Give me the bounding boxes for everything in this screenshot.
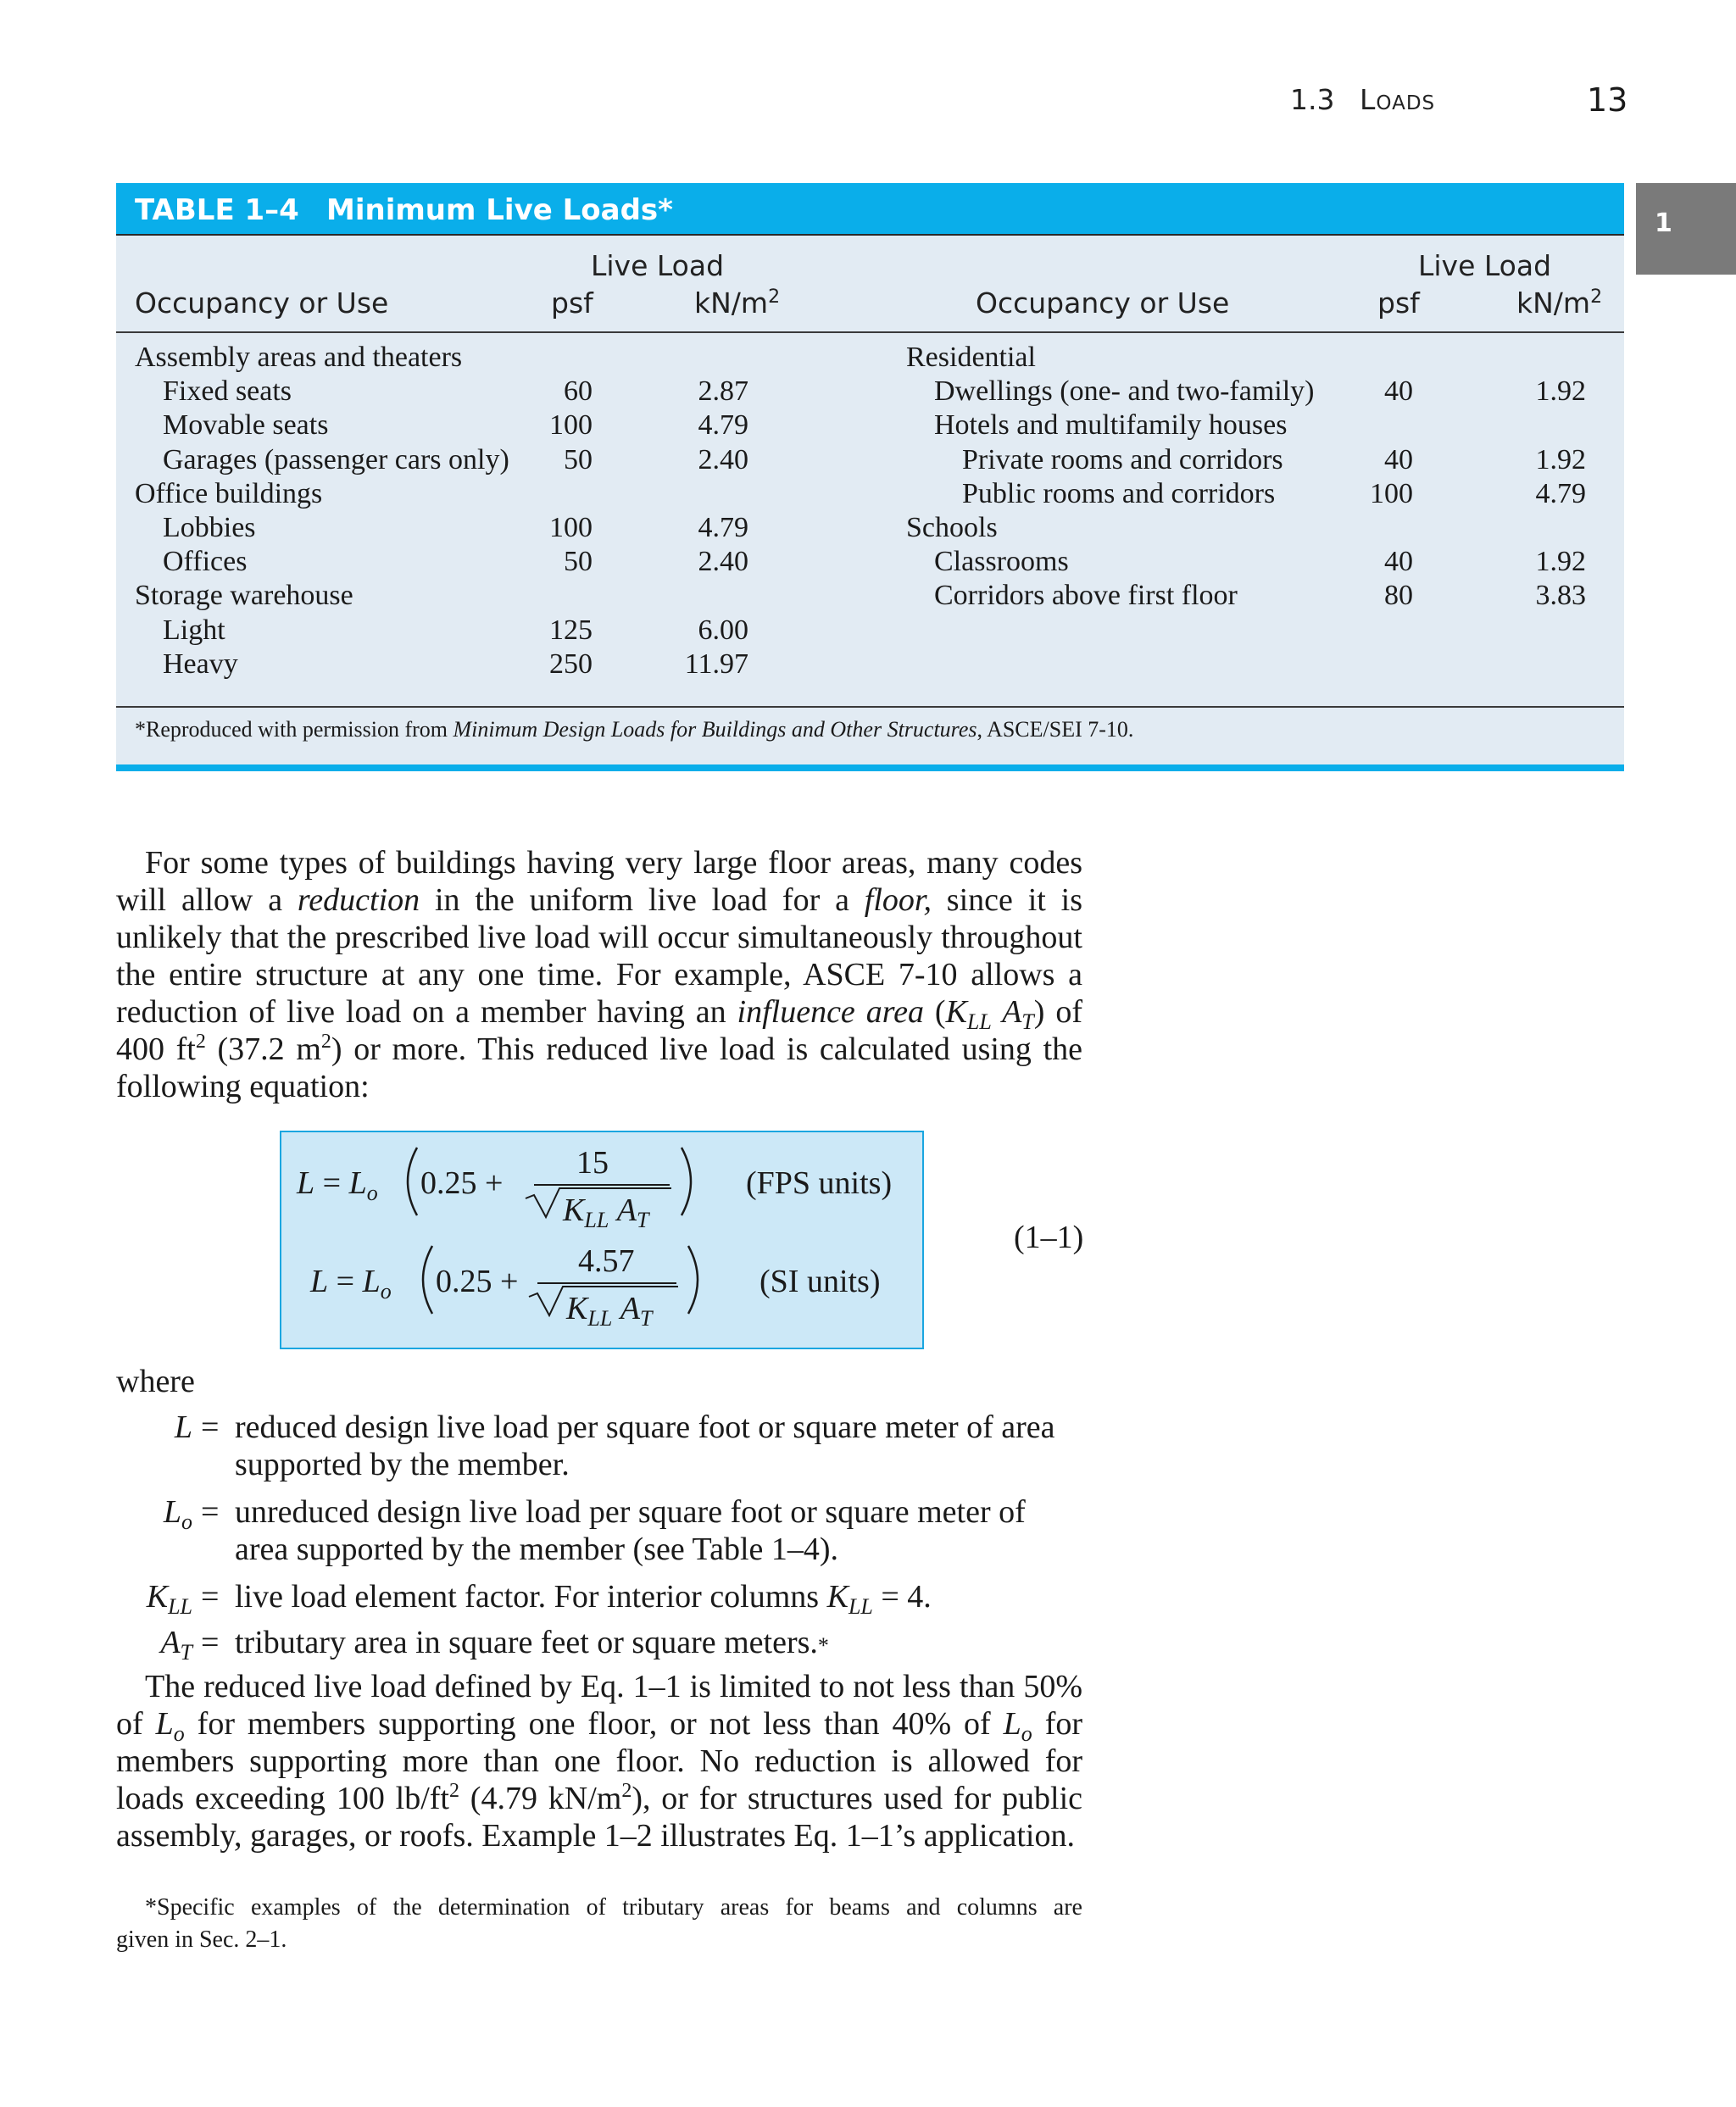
- table-row: [906, 477, 1586, 511]
- row-kn: 4.79: [698, 409, 748, 442]
- chapter-tab-number: 1: [1655, 208, 1672, 238]
- live-loads-table: [116, 183, 1624, 771]
- table-row: [135, 648, 748, 681]
- row-psf: 40: [1384, 546, 1413, 578]
- row-label: Lobbies: [163, 512, 256, 543]
- definition-L: L = reduced design live load per square foot or square meter of area supported by the member.: [116, 1409, 1082, 1483]
- row-label: Dwellings (one- and two-family): [934, 375, 1315, 408]
- table-title: Minimum Live Loads*: [326, 193, 673, 227]
- row-kn: 4.79: [698, 512, 748, 543]
- text-line: The reduced live load defined by Eq. 1–1 is limited to not less than 50%: [145, 1669, 1082, 1704]
- row-label: Assembly areas and theaters: [135, 342, 463, 373]
- table-bottom-bar: [116, 764, 1624, 771]
- table-row: [906, 545, 1586, 579]
- table-title-bar: [116, 183, 1624, 236]
- row-label: Classrooms: [934, 546, 1069, 578]
- row-kn: 1.92: [1535, 546, 1586, 578]
- footnote: [116, 1892, 1082, 1956]
- row-label: Garages (passenger cars only): [163, 443, 509, 475]
- row-kn: 6.00: [698, 614, 748, 646]
- eq-si-numerator: 4.57: [578, 1243, 635, 1279]
- symbol-KLL: $K_{LL}$: [146, 1579, 192, 1619]
- row-label: Residential: [906, 342, 1036, 373]
- definition-Lo: $L_o$ = unreduced design live load per square foot or square meter of area supported by the member (see Table 1–4).: [116, 1493, 1082, 1568]
- table-row: [135, 511, 748, 545]
- row-kn: 2.40: [698, 546, 748, 578]
- row-psf: 40: [1384, 443, 1413, 475]
- row-label: Corridors above first floor: [934, 580, 1238, 612]
- section-number: 1.3: [1290, 83, 1335, 116]
- footnote-line: *Specific examples of the determination of tributary areas for beams and columns are: [145, 1894, 1082, 1921]
- table-footer-rule: [116, 706, 1624, 708]
- row-psf: 100: [549, 512, 593, 543]
- eq-si-denominator: $K_{LL}$ $A_T$: [566, 1291, 653, 1331]
- kn-heading-right: $kN/m^2$: [1516, 286, 1603, 320]
- table-number: TABLE 1–4: [135, 193, 299, 227]
- row-psf: 80: [1384, 580, 1413, 612]
- kn-heading-left: $kN/m^2$: [694, 286, 781, 320]
- table-note: *Reproduced with permission from Minimum Design Loads for Buildings and Other Structures, ASCE/SEI 7-10.: [135, 717, 1134, 742]
- table-row: [906, 409, 1586, 442]
- live-load-heading-left: Live Load: [591, 249, 725, 282]
- eq-fps-lhs: $L = L_o$: [297, 1165, 378, 1205]
- definition-AT: $A_T$ = tributary area in square feet or square meters.*: [116, 1624, 1082, 1661]
- eq-si-constant: 0.25 +: [436, 1264, 519, 1299]
- row-label: Schools: [906, 512, 998, 543]
- occupancy-heading-left: Occupancy or Use: [135, 286, 389, 320]
- live-load-heading-right: Live Load: [1418, 249, 1552, 282]
- row-psf: 125: [549, 614, 593, 646]
- psf-heading-right: psf: [1377, 286, 1420, 320]
- eq-si-units: (SI units): [760, 1264, 881, 1299]
- footnote-line: given in Sec. 2–1.: [116, 1926, 287, 1953]
- text-line: members supporting more than one floor. No reduction is allowed for: [116, 1743, 1082, 1779]
- table-row: [135, 614, 748, 648]
- symbol-L: L: [174, 1409, 192, 1445]
- equation-number: (1–1): [1014, 1220, 1084, 1255]
- paragraph-live-load-reduction: [116, 844, 1082, 1105]
- row-label: Offices: [163, 546, 248, 578]
- right-paren-si: [688, 1246, 698, 1314]
- occupancy-heading-right: Occupancy or Use: [976, 286, 1230, 320]
- table-row: [906, 443, 1586, 477]
- text-line: loads exceeding 100 $lb/ft^2$ (4.79 $kN/m^2$), or for structures used for public: [116, 1780, 1083, 1816]
- table-row: [135, 477, 748, 511]
- table-row: [135, 409, 748, 442]
- text-line: assembly, garages, or roofs. Example 1–2 illustrates Eq. 1–1’s application.: [116, 1818, 1075, 1854]
- eq-fps-constant: 0.25 +: [420, 1165, 504, 1201]
- eq-fps-numerator: 15: [576, 1145, 609, 1181]
- symbol-AT: $A_T$: [160, 1625, 192, 1665]
- row-psf: 40: [1384, 375, 1413, 408]
- eq-si-lhs: $L = L_o$: [310, 1264, 392, 1304]
- text-line: will allow a reduction in the uniform live load for a floor, since it is: [116, 882, 1082, 918]
- row-kn: 1.92: [1535, 375, 1586, 408]
- row-kn: 4.79: [1535, 477, 1586, 509]
- text-line: unlikely that the prescribed live load will occur simultaneously throughout: [116, 920, 1082, 955]
- symbol-Lo: $L_o$: [163, 1494, 192, 1534]
- right-paren-fps: [682, 1148, 691, 1215]
- row-label: Heavy: [163, 648, 238, 680]
- table-header-rule: [116, 331, 1624, 333]
- row-psf: 100: [549, 409, 593, 442]
- chapter-tab: [1636, 183, 1736, 275]
- text-line: 400 $ft^2$ (37.2 $m^2$) or more. This reduced live load is calculated using the: [116, 1031, 1082, 1067]
- text-line: of $L_o$ for members supporting one floor, or not less than 40% of $L_o$ for: [116, 1706, 1083, 1746]
- row-psf: 60: [564, 375, 593, 408]
- row-psf: 50: [564, 546, 593, 578]
- left-paren-si: [423, 1246, 432, 1314]
- section-title: Loads: [1360, 83, 1436, 116]
- table-row: [135, 443, 748, 477]
- row-kn: 3.83: [1535, 580, 1586, 612]
- row-label: Light: [163, 614, 225, 646]
- eq-fps-denominator: $K_{LL}$ $A_T$: [563, 1192, 649, 1232]
- equation-box: [280, 1131, 924, 1349]
- row-psf: 250: [549, 648, 593, 680]
- table-row: [135, 341, 748, 375]
- row-label: Movable seats: [163, 409, 329, 442]
- page-number: 13: [1587, 81, 1628, 119]
- row-label: Hotels and multifamily houses: [934, 409, 1288, 442]
- psf-heading-left: psf: [551, 286, 593, 320]
- row-psf: 50: [564, 443, 593, 475]
- eq-fps-units: (FPS units): [746, 1165, 893, 1201]
- row-label: Fixed seats: [163, 375, 292, 408]
- table-row: [906, 375, 1586, 409]
- row-kn: 2.40: [698, 443, 748, 475]
- table-row: [135, 545, 748, 579]
- row-label: Office buildings: [135, 477, 323, 509]
- definition-KLL: $K_{LL}$ = live load element factor. For interior columns $K_{LL} = 4$.: [116, 1578, 1082, 1615]
- table-row: [906, 511, 1586, 545]
- where-intro: where: [116, 1364, 195, 1399]
- text-line: the entire structure at any one time. For example, ASCE 7-10 allows a: [116, 957, 1082, 992]
- table-row: [906, 579, 1586, 613]
- row-label: Storage warehouse: [135, 580, 353, 612]
- row-kn: 1.92: [1535, 443, 1586, 475]
- table-row: [906, 341, 1586, 375]
- table-row: [135, 375, 748, 409]
- table-row: [135, 579, 748, 613]
- left-paren-fps: [408, 1148, 417, 1215]
- text-line: reduction of live load on a member having an influence area ($K_{LL}$ $A_T$) of: [116, 994, 1082, 1034]
- row-label: Private rooms and corridors: [962, 443, 1283, 475]
- text-line: following equation:: [116, 1069, 370, 1104]
- text-line: For some types of buildings having very large floor areas, many codes: [145, 845, 1082, 881]
- row-label: Public rooms and corridors: [962, 477, 1276, 509]
- row-kn: 2.87: [698, 375, 748, 408]
- row-psf: 100: [1370, 477, 1413, 509]
- paragraph-reduction-limits: [116, 1668, 1082, 1854]
- row-kn: 11.97: [684, 648, 748, 680]
